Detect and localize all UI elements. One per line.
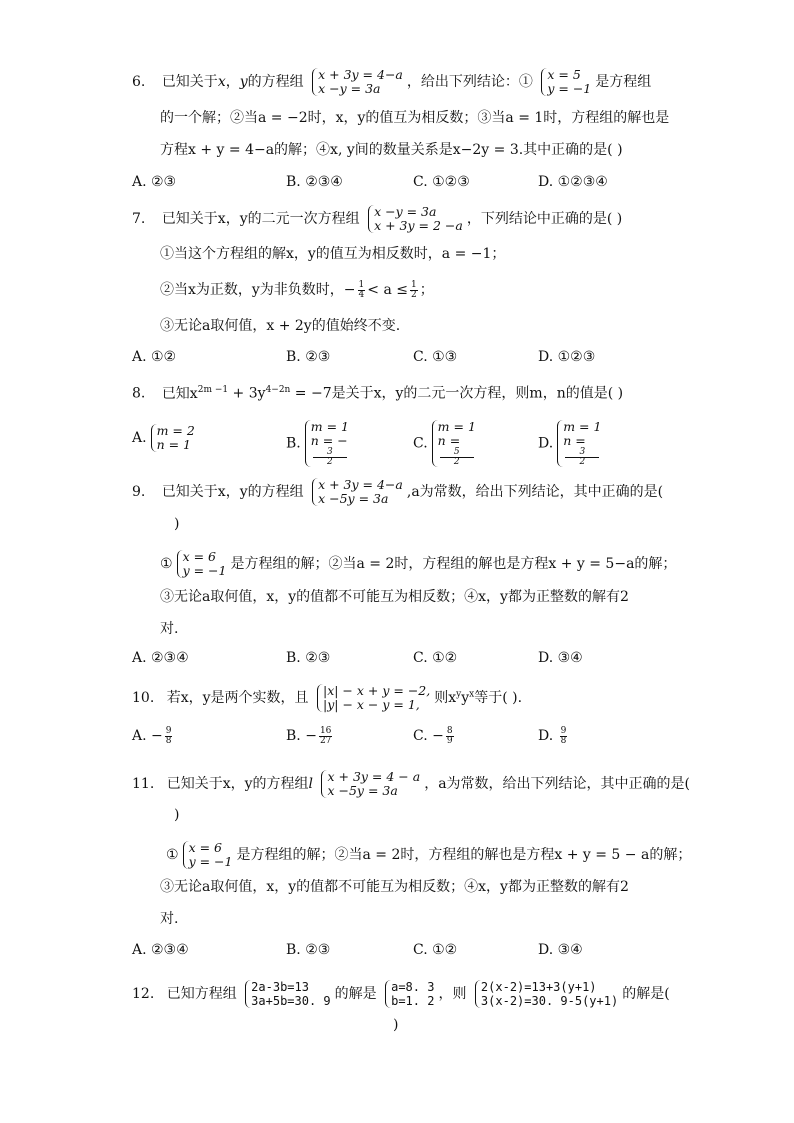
option-b[interactable]: B. ②③④ <box>286 174 343 190</box>
question-number: 11. <box>132 776 155 792</box>
option-a[interactable]: A. ②③④ <box>132 650 189 666</box>
option-b[interactable]: B. ②③ <box>286 942 331 958</box>
question-number: 6. <box>132 74 146 90</box>
statement-1: ① x = 6 y = −1 是方程组的解；②当a = 2时，方程组的解也是方程x + y = 5 − a的解； <box>166 840 692 869</box>
question-number: 10. <box>132 690 155 706</box>
option-c[interactable]: C. m = 1 n = 5 2 <box>413 419 476 467</box>
option-a[interactable]: A. m = 2 n = 1 <box>132 423 195 452</box>
question-10-line-1: 10. 若x，y是两个实数，且 |x| − x + y = −2, |y| − x − y = 1, 则$x^yy^x$等于( ). <box>132 683 523 712</box>
option-b[interactable]: B. m = 1 n = − 3 2 <box>286 419 349 467</box>
question-11-line-1: 11. 已知关于x，y的方程组l x + 3y = 4 − a x −5y = 3a ，a为常数，给出下列结论，其中正确的是( <box>132 769 691 798</box>
question-6-line-1: 6. 已知关于x，y的方程组 x + 3y = 4−a x −y = 3a ，给出下列结论：① x = 5 y = −1 是方程组 <box>132 67 652 96</box>
option-b[interactable]: B. ②③ <box>286 349 331 365</box>
option-d[interactable]: D. ①②③④ <box>538 174 608 190</box>
statement-3: ③无论a取何值，x + 2y的值始终不变. <box>160 318 401 334</box>
option-a[interactable]: A. ②③④ <box>132 942 189 958</box>
question-number: 9. <box>132 484 146 500</box>
fraction: $\frac{1}{2}$ <box>411 279 417 300</box>
statement-3: 对. <box>160 911 179 927</box>
option-a[interactable]: A. ①② <box>132 349 177 365</box>
question-12-line-1: 12. 已知方程组 2a-3b=13 3a+5b=30. 9 的解是 a=8. 3 b=1. 2 ，则 2(x-2)=13+3(y+1) 3(x-2)=30. 9-5(y+1) 的解是( <box>132 980 670 1008</box>
option-c[interactable]: C. ①②③ <box>413 174 470 190</box>
statement-2: ③无论a取何值，x，y的值都不可能互为相反数；④x，y都为正整数的解有2 <box>160 879 629 895</box>
option-d[interactable]: D. $\frac{9}{8}$ <box>538 725 567 746</box>
question-6-line-2: 的一个解；②当a = −2时，x，y的值互为相反数；③当a = 1时，方程组的解也是 <box>160 110 670 126</box>
option-d[interactable]: D. ③④ <box>538 942 583 958</box>
equation-system: x + 3y = 4−a x −y = 3a <box>312 68 403 96</box>
statement-2: ③无论a取何值，x，y的值都不可能互为相反数；④x，y都为正整数的解有2 <box>160 589 629 605</box>
option-a[interactable]: A. ②③ <box>132 174 177 190</box>
statement-1: ① x = 6 y = −1 是方程组的解；②当a = 2时，方程组的解也是方程x + y = 5−a的解； <box>160 549 677 578</box>
option-c[interactable]: C. − $\frac{8}{9}$ <box>413 725 453 746</box>
question-7-line-1: 7. 已知关于x，y的二元一次方程组 x −y = 3a x + 3y = 2 −a ，下列结论中正确的是( ) <box>132 204 623 233</box>
solution-system: x = 5 y = −1 <box>541 68 591 96</box>
option-d[interactable]: D. m = 1 n = 3 2 <box>538 419 602 467</box>
option-b[interactable]: B. − $\frac{16}{27}$ <box>286 725 332 746</box>
option-a[interactable]: A. − $\frac{9}{8}$ <box>132 725 172 746</box>
statement-2: ②当x为正数，y为非负数时，− $\frac{1}{4}$ < a ≤ $\frac{1}{2}$ ； <box>160 279 434 300</box>
option-c[interactable]: C. ①② <box>413 942 458 958</box>
question-number: 12. <box>132 986 155 1002</box>
option-b[interactable]: B. ②③ <box>286 650 331 666</box>
question-6-line-3: 方程x + y = 4−a的解；④x, y间的数量关系是x−2y = 3.其中正确的是( ) <box>160 142 623 158</box>
option-c[interactable]: C. ①② <box>413 650 458 666</box>
statement-1: ①当这个方程组的解x，y的值互为相反数时，a = −1； <box>160 246 506 262</box>
question-number: 7. <box>132 211 146 227</box>
option-d[interactable]: D. ③④ <box>538 650 583 666</box>
fraction: $\frac{1}{4}$ <box>358 279 365 300</box>
statement-3: 对. <box>160 621 179 637</box>
question-9-line-1: 9. 已知关于x，y的方程组 x + 3y = 4−a x −5y = 3a ,a为常数，给出下列结论，其中正确的是( <box>132 477 664 506</box>
option-c[interactable]: C. ①③ <box>413 349 458 365</box>
question-8-line-1: 8. 已知$x^{2m -1} + 3y^{4-2n} = -7$是关于x，y的二元一次方程，则m，n的值是( ) <box>132 385 624 402</box>
option-d[interactable]: D. ①②③ <box>538 349 596 365</box>
equation-system: x −y = 3a x + 3y = 2 −a <box>368 205 463 233</box>
question-number: 8. <box>132 385 146 402</box>
